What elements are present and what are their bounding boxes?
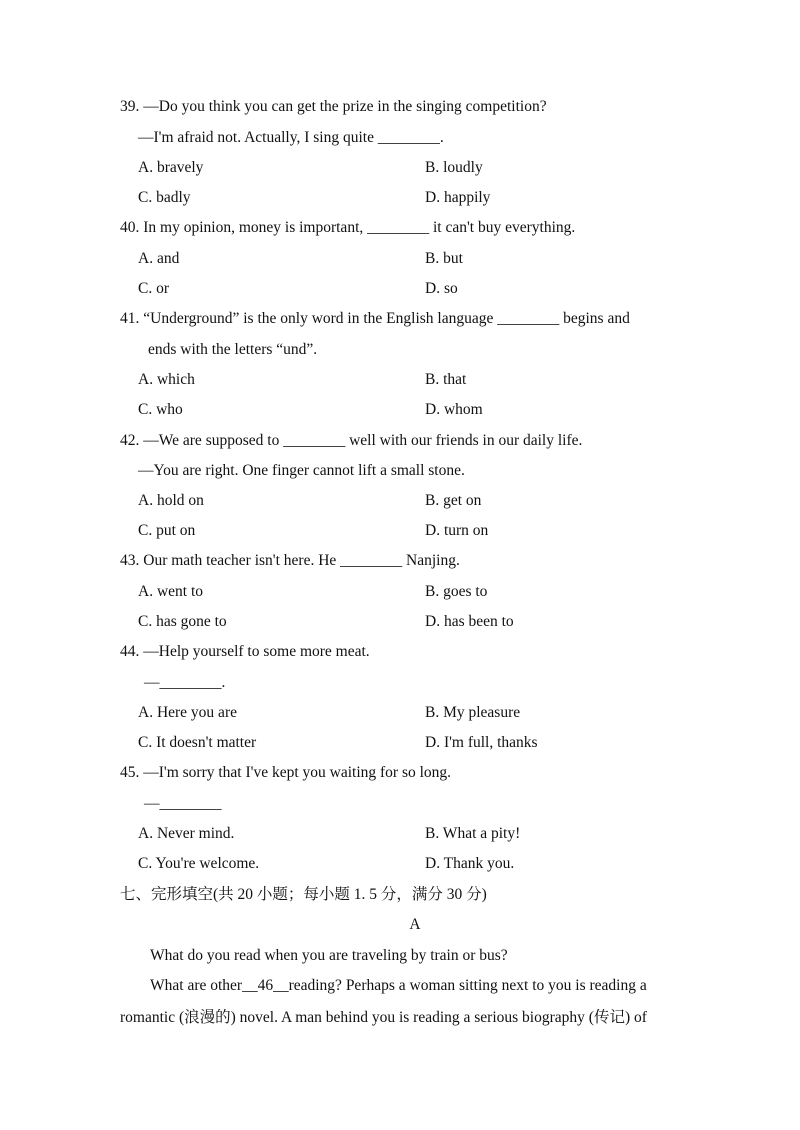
question-39-option-c: C. badly: [138, 189, 191, 206]
question-43-option-b: B. goes to: [425, 583, 488, 600]
question-42-option-c: C. put on: [138, 522, 196, 539]
question-45-option-d: D. Thank you.: [425, 855, 515, 872]
question-45-option-a: A. Never mind.: [138, 825, 235, 842]
passage-line-2: What are other__46__reading? Perhaps a woman sitting next to you is reading a: [150, 977, 647, 994]
question-44-option-c: C. It doesn't matter: [138, 734, 257, 751]
question-42-reply: —You are right. One finger cannot lift a small stone.: [138, 462, 465, 479]
question-44-option-d: D. I'm full, thanks: [425, 734, 538, 751]
passage-part-label: A: [409, 916, 421, 933]
question-44-reply: —________.: [144, 674, 226, 691]
question-45-stem: 45. —I'm sorry that I've kept you waiting for so long.: [120, 764, 452, 781]
question-39-reply: —I'm afraid not. Actually, I sing quite ________.: [138, 129, 444, 146]
question-43-option-c: C. has gone to: [138, 613, 227, 630]
question-45-option-c: C. You're welcome.: [138, 855, 260, 872]
question-44-stem: 44. —Help yourself to some more meat.: [120, 643, 370, 660]
question-41-option-c: C. who: [138, 401, 183, 418]
question-44-option-a: A. Here you are: [138, 704, 237, 721]
question-40-stem: 40. In my opinion, money is important, ________ it can't buy everything.: [120, 219, 576, 236]
question-45-reply: —________: [144, 795, 222, 812]
question-41-stem-cont: ends with the letters “und”.: [148, 341, 318, 358]
question-40-option-a: A. and: [138, 250, 180, 267]
question-43-option-d: D. has been to: [425, 613, 514, 630]
question-40-option-b: B. but: [425, 250, 463, 267]
question-41-option-a: A. which: [138, 371, 195, 388]
question-39-stem: 39. —Do you think you can get the prize in the singing competition?: [120, 98, 547, 115]
question-42-stem: 42. —We are supposed to ________ well with our friends in our daily life.: [120, 432, 583, 449]
passage-line-3: romantic (浪漫的) novel. A man behind you is reading a serious biography (传记) of: [120, 1009, 647, 1026]
section-heading: 七、完形填空(共 20 小题；每小题 1. 5 分，满分 30 分): [120, 886, 487, 903]
question-44-option-b: B. My pleasure: [425, 704, 521, 721]
question-40-option-d: D. so: [425, 280, 458, 297]
question-43-stem: 43. Our math teacher isn't here. He ________ Nanjing.: [120, 552, 460, 569]
question-41-option-b: B. that: [425, 371, 467, 388]
question-42-option-a: A. hold on: [138, 492, 204, 509]
question-43-option-a: A. went to: [138, 583, 204, 600]
question-40-option-c: C. or: [138, 280, 169, 297]
question-42-option-d: D. turn on: [425, 522, 489, 539]
question-39-option-a: A. bravely: [138, 159, 204, 176]
passage-line-1: What do you read when you are traveling by train or bus?: [150, 947, 508, 964]
question-41-option-d: D. whom: [425, 401, 483, 418]
question-39-option-d: D. happily: [425, 189, 491, 206]
question-42-option-b: B. get on: [425, 492, 482, 509]
question-39-option-b: B. loudly: [425, 159, 483, 176]
question-41-stem: 41. “Underground” is the only word in the English language ________ begins and: [120, 310, 630, 327]
question-45-option-b: B. What a pity!: [425, 825, 521, 842]
